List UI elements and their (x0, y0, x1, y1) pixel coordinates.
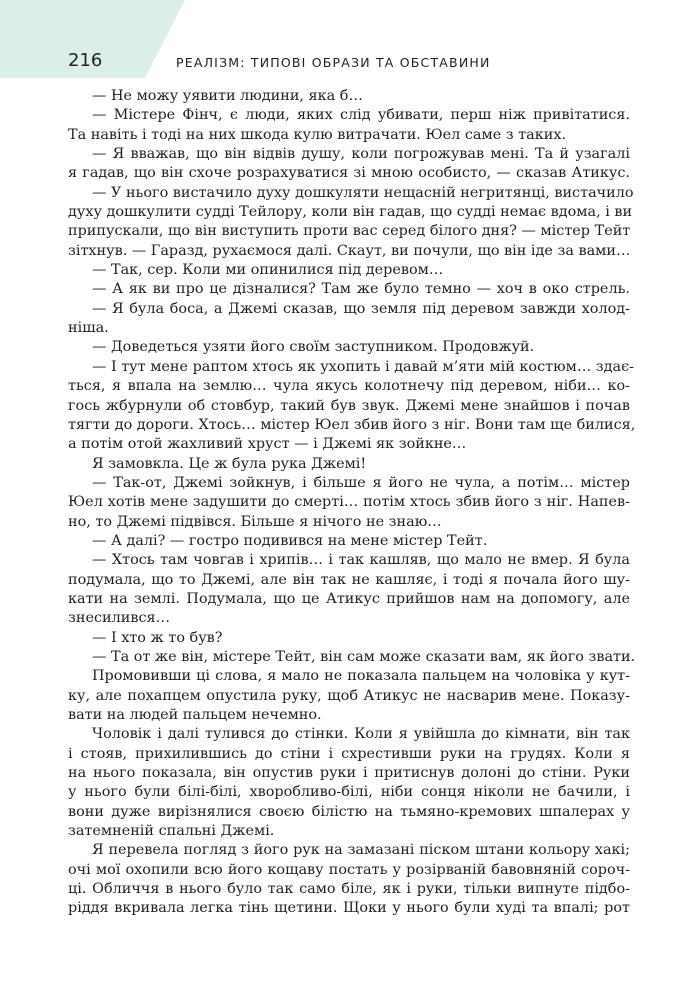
text-line: ться, я впала на землю… чула якусь колотнечу під деревом, ніби… ко- (68, 378, 630, 395)
text-line: я гадав, що він схоче розрахуватися зі мною особисто, — сказав Атикус. (68, 165, 630, 182)
text-line: затемненій спальні Джемі. (68, 823, 275, 840)
text-line: — І тут мене раптом хтось як ухопить і давай м’яти мій костюм… здає- (92, 358, 634, 375)
text-line: Та навіть і тоді на них шкода кулю витрачати. Юел саме з таких. (68, 126, 567, 143)
text-line: — Так-от, Джемі зойкнув, і більше я його не чула, а потім… містер (92, 474, 630, 491)
text-line: — Я вважав, що він відвів душу, коли погрожував мені. Та й узагалі (92, 146, 630, 163)
text-line: Я замовкла. Це ж була рука Джемі! (92, 455, 367, 472)
text-line: — Містере Фінч, є люди, яких слід убивати, перш ніж привітатися. (92, 107, 630, 124)
text-line: — Так, сер. Коли ми опинилися під деревом… (92, 262, 444, 279)
text-line: ріддя вкривала легка тінь щетини. Щоки у нього були худі та впалі; рот (68, 900, 630, 917)
text-line: гось жбурнули об стовбур, такий був звук. Джемі мене знайшов і почав (68, 397, 630, 414)
text-line: знесилився… (68, 610, 170, 627)
text-line: — Доведеться узяти його своїм заступником. Продовжуй. (92, 339, 535, 356)
text-line: — А як ви про це дізналися? Там же було темно — хоч в око стрель. (92, 281, 630, 298)
page-number: 216 (68, 50, 103, 71)
text-line: на нього показала, він опустив руки і притиснув долоні до стіни. Руки (68, 765, 630, 782)
text-line: вати на людей пальцем нечемно. (68, 707, 322, 723)
text-line: но, то Джемі підвівся. Більше я нічого не знаю… (68, 513, 442, 530)
text-line: вони дуже вирізнялися своєю білістю на тьмяно-кремових шпалерах у (68, 803, 630, 820)
text-line: тягти до дороги. Хтось… містер Юел збив його з ніг. Вони там ще билися, (68, 416, 636, 433)
text-line: Юел хотів мене задушити до смерті… потім хтось збив його з ніг. Напев- (68, 494, 630, 511)
text-line: Промовивши ці слова, я мало не показала пальцем на чоловіка у кут- (92, 668, 630, 685)
text-line: ніша. (68, 320, 109, 337)
text-line: очі мої охопили всю його кощаву постать у розірваній бавовняній сороч- (68, 861, 630, 878)
text-line: подумала, що то Джемі, але він так не кашляє, і тоді я почала його шу- (68, 571, 630, 588)
text-line: припускали, що він виступить проти вас серед білого дня? — містер Тейт (68, 223, 631, 240)
text-line: а потім отой жахливий хруст — і Джемі як зойкне… (68, 436, 467, 453)
text-line: ку, але похапцем опустила руку, щоб Атикус не насварив мене. Показу- (68, 687, 630, 704)
text-line: зітхнув. — Гаразд, рухаємося далі. Скаут, ви почули, що він іде за вами… (68, 242, 631, 259)
text-line: Чоловік і далі тулився до стінки. Коли я увійшла до кімнати, він так (92, 726, 630, 743)
text-line: — У нього вистачило духу дошкуляти нещасній негритянці, вистачило (92, 184, 634, 201)
text-line: у нього були білі-білі, хворобливо-білі, ніби сонця ніколи не бачили, і (68, 784, 630, 801)
text-line: — Та от же він, містере Тейт, він сам може сказати вам, як його звати. (92, 648, 636, 665)
text-line: ці. Обличчя в нього було так само біле, як і руки, тільки випнуте підбо- (68, 881, 630, 898)
text-line: — І хто ж то був? (92, 629, 223, 646)
text-line: духу дошкулити судді Тейлору, коли він гадав, що судді немає вдома, і ви (68, 204, 633, 221)
text-line: кати на землі. Подумала, що це Атикус прийшов нам на допомогу, але (68, 590, 630, 607)
text-line: і стояв, прихилившись до стіни і схрестивши руки на грудях. Коли я (68, 745, 630, 762)
running-head: РЕАЛІЗМ: ТИПОВІ ОБРАЗИ ТА ОБСТАВИНИ (176, 55, 491, 70)
body-text (68, 87, 636, 919)
text-line: — Не можу уявити людини, яка б… (92, 88, 363, 104)
text-line: Я перевела погляд з його рук на замазані піском штани кольору хакі; (92, 842, 630, 859)
text-line: — Я була боса, а Джемі сказав, що земля під деревом завжди холод- (92, 300, 630, 317)
text-line: — Хтось там човгав і хрипів… і так кашляв, що мало не вмер. Я була (92, 552, 630, 569)
text-line: — А далі? — гостро подивився на мене містер Тейт. (92, 532, 488, 549)
